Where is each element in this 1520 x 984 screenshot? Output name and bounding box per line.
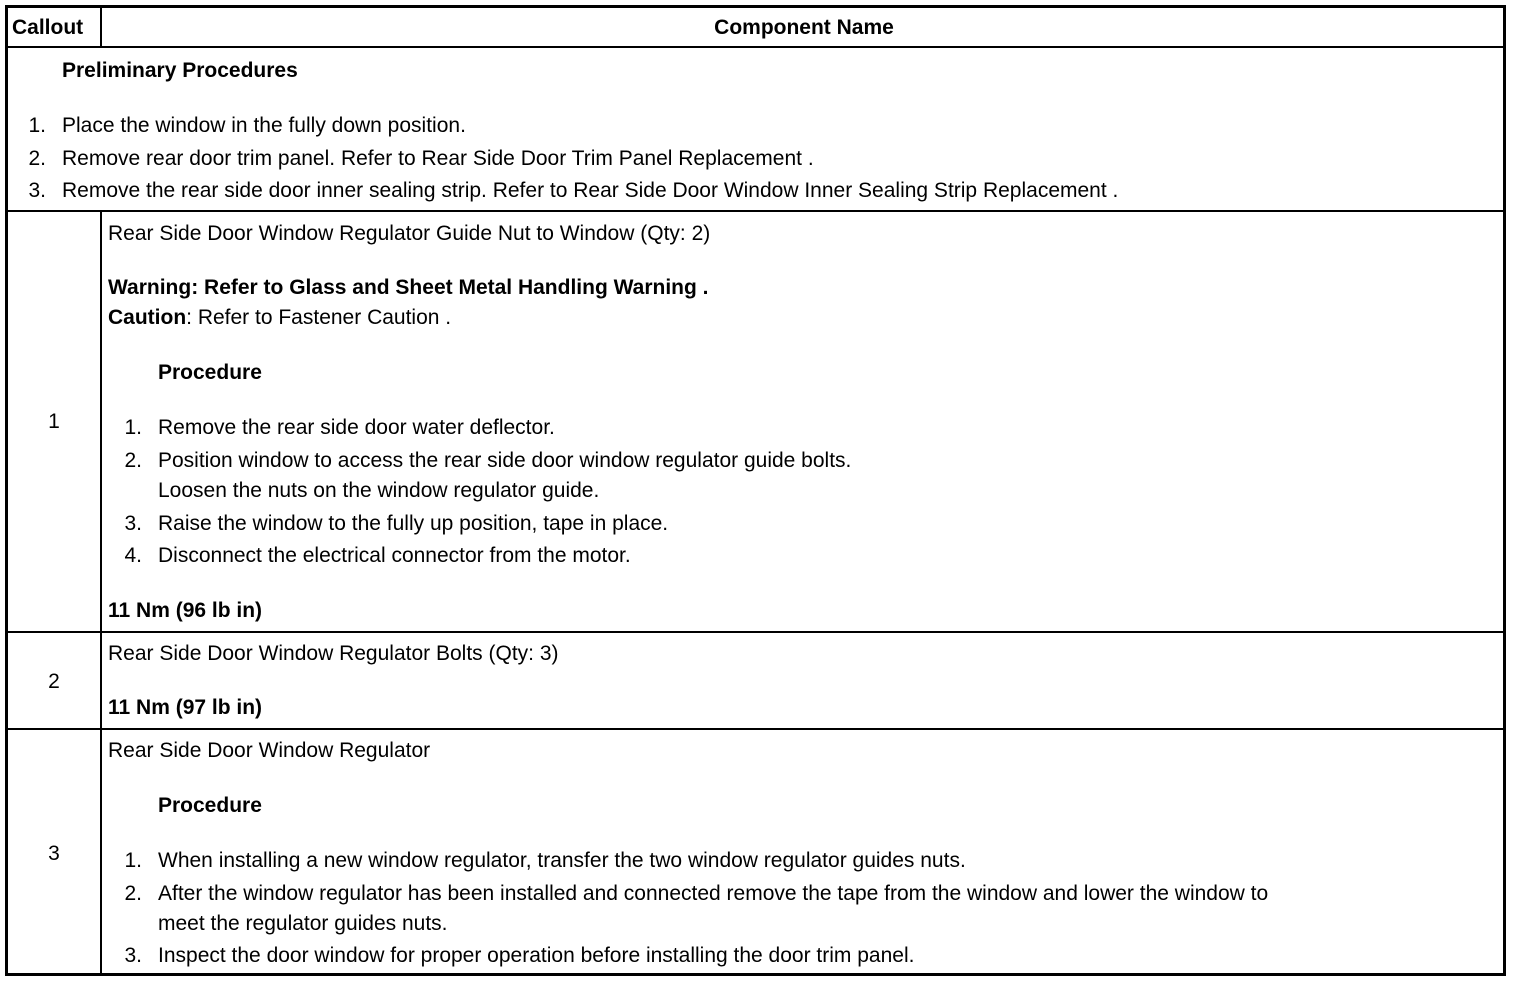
row-divider (5, 631, 1506, 633)
preliminary-step: Remove rear door trim panel. Refer to Rear Side Door Trim Panel Replacement . (62, 147, 814, 170)
step-number: 1. (124, 849, 142, 872)
preliminary-step: Place the window in the fully down position. (62, 114, 466, 137)
procedure-step: Remove the rear side door water deflector. (158, 416, 555, 439)
callout-number: 1 (48, 410, 60, 433)
procedure-step: Position window to access the rear side door window regulator guide bolts. (158, 449, 852, 472)
caution-detail: : Refer to Fastener Caution . (186, 306, 452, 329)
step-number: 2. (124, 449, 142, 472)
step-number: 2. (124, 882, 142, 905)
column-divider (100, 210, 102, 976)
step-number: 2. (28, 147, 46, 170)
row-divider (5, 210, 1506, 212)
component-name: Rear Side Door Window Regulator (108, 739, 431, 762)
procedure-title: Procedure (158, 794, 262, 817)
row-divider (5, 728, 1506, 730)
step-number: 3. (124, 512, 142, 535)
step-number: 4. (124, 544, 142, 567)
warning-text: Warning: Refer to Glass and Sheet Metal Handling Warning . (108, 276, 709, 299)
header-divider (5, 46, 1506, 48)
procedure-title: Procedure (158, 361, 262, 384)
procedure-step: After the window regulator has been installed and connected remove the tape from the window and lower the window to (158, 882, 1269, 905)
preliminary-title: Preliminary Procedures (62, 59, 298, 82)
caution-text (108, 306, 451, 330)
step-number: 1. (28, 114, 46, 137)
step-number: 3. (124, 944, 142, 967)
component-column-header: Component Name (714, 16, 894, 39)
component-name: Rear Side Door Window Regulator Guide Nut to Window (Qty: 2) (108, 222, 711, 245)
torque-spec: 11 Nm (97 lb in) (108, 696, 263, 719)
preliminary-step: Remove the rear side door inner sealing strip. Refer to Rear Side Door Window Inner Sealing Strip Replacement . (62, 179, 1119, 202)
torque-spec: 11 Nm (96 lb in) (108, 599, 263, 622)
procedure-step: Raise the window to the fully up position, tape in place. (158, 512, 669, 535)
procedure-step-continuation: Loosen the nuts on the window regulator guide. (158, 479, 600, 502)
caution-label: Caution (108, 306, 187, 329)
component-name: Rear Side Door Window Regulator Bolts (Qty: 3) (108, 642, 559, 665)
callout-number: 3 (48, 842, 60, 865)
procedure-step: Disconnect the electrical connector from the motor. (158, 544, 631, 567)
callout-column-header: Callout (12, 16, 84, 39)
procedure-step: Inspect the door window for proper operation before installing the door trim panel. (158, 944, 915, 967)
step-number: 1. (124, 416, 142, 439)
step-number: 3. (28, 179, 46, 202)
procedure-step-continuation: meet the regulator guides nuts. (158, 912, 448, 935)
procedure-step: When installing a new window regulator, transfer the two window regulator guides nuts. (158, 849, 966, 872)
callout-number: 2 (48, 670, 60, 693)
